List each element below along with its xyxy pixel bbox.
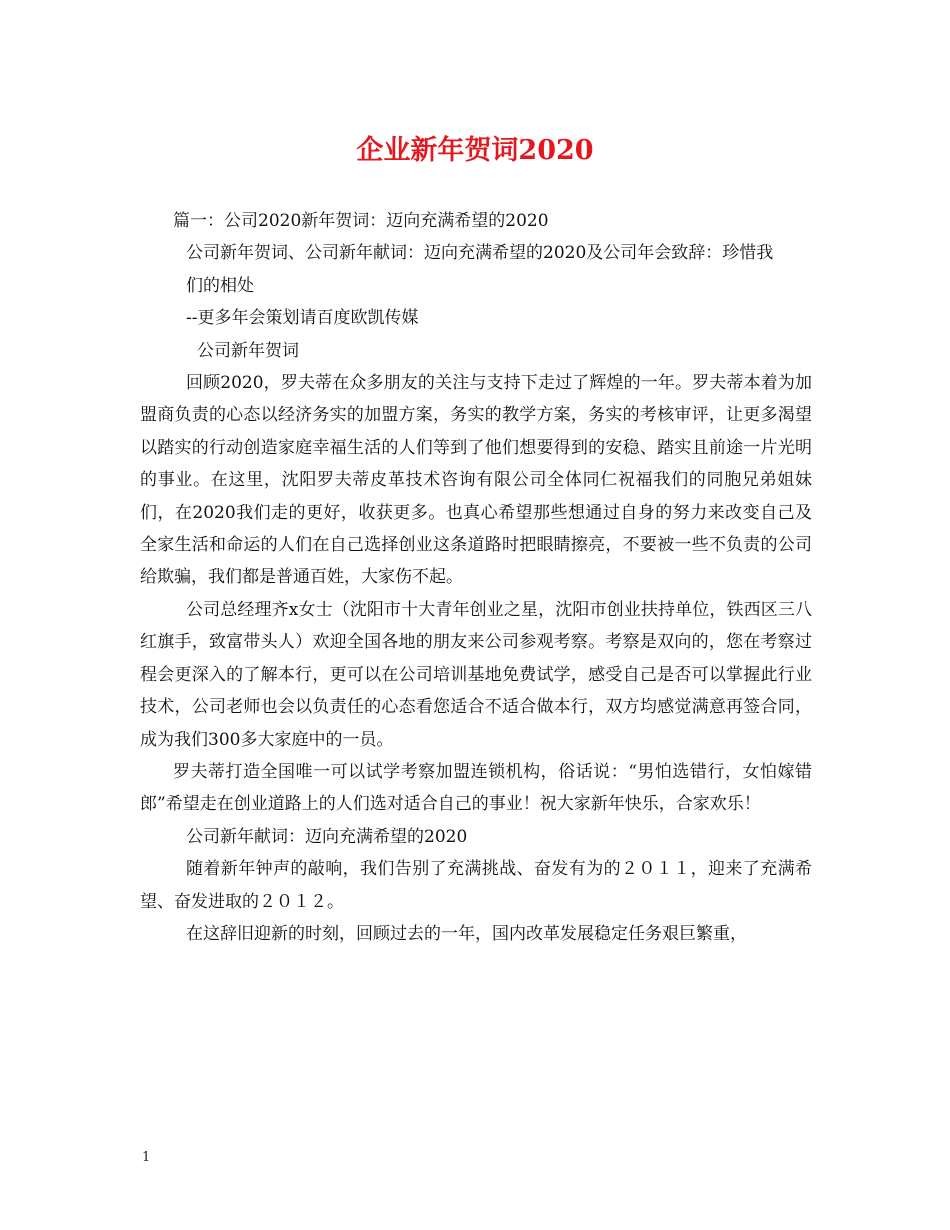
paragraph: 回顾2020，罗夫蒂在众多朋友的关注与支持下走过了辉煌的一年。罗夫蒂本着为加盟商负责的心态以经济务实的加盟方案，务实的教学方案，务实的考核审评，让更多渴望以踏实的行动创造家庭幸福生活的人们等到了他们想要得到的安稳、踏实且前途一片光明的事业。在这里，沈阳罗夫蒂皮革技术咨询有限公司全体同仁祝福我们的同胞兄弟姐妹们，在2020我们走的更好，收获更多。也真心希望那些想通过自身的努力来改变自己及全家生活和命运的人们在自己选择创业这条道路时把眼睛擦亮，不要被一些不负责的公司给欺骗，我们都是普通百姓，大家伤不起。	[140, 373, 812, 588]
page-number: 1	[142, 1150, 151, 1165]
paragraph: --更多年会策划请百度欧凯传媒	[186, 308, 419, 329]
paragraph: 随着新年钟声的敲响，我们告别了充满挑战、奋发有为的２０１１，迎来了充满希望、奋发进取的２０１２。	[140, 859, 812, 912]
subheading: 公司新年献词：迈向充满希望的2020	[186, 826, 468, 847]
paragraph: 在这辞旧迎新的时刻，回顾过去的一年，国内改革发展稳定任务艰巨繁重，	[186, 923, 747, 944]
paragraph: 公司总经理齐x女士（沈阳市十大青年创业之星，沈阳市创业扶持单位，铁西区三八红旗手，致富带头人）欢迎全国各地的朋友来公司参观考察。考察是双向的，您在考察过程会更深入的了解本行，更可以在公司培训基地免费试学，感受自己是否可以掌握此行业技术，公司老师也会以负责任的心态看您适合不适合做本行，双方均感觉满意再签合同，成为我们300多大家庭中的一员。	[140, 599, 812, 750]
paragraph: 罗夫蒂打造全国唯一可以试学考察加盟连锁机构，俗话说：“男怕选错行，女怕嫁错郎”希望走在创业道路上的人们选对适合自己的事业！祝大家新年快乐，合家欢乐！	[140, 761, 812, 815]
subheading: 公司新年贺词	[197, 340, 299, 361]
section-heading: 篇一：公司2020新年贺词：迈向充满希望的2020	[173, 211, 549, 231]
document-body	[140, 205, 812, 950]
paragraph: 公司新年贺词、公司新年献词：迈向充满希望的2020及公司年会致辞：珍惜我	[186, 243, 774, 264]
document-title: 企业新年贺词2020	[356, 135, 594, 166]
paragraph: 们的相处	[186, 275, 254, 296]
